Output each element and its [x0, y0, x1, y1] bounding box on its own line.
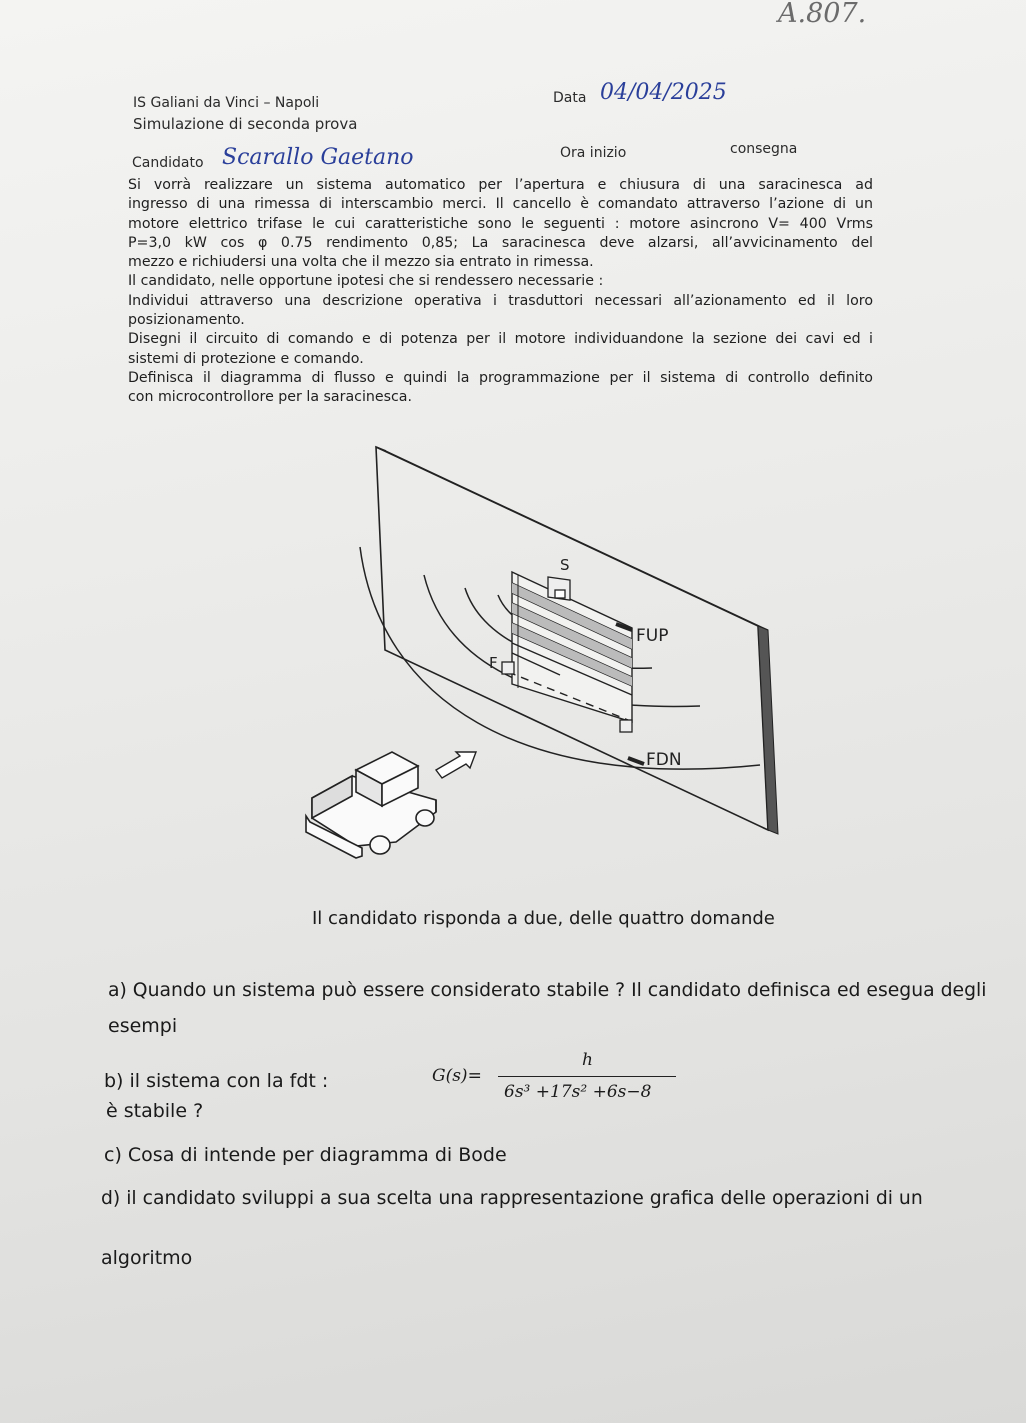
- label-f: F: [489, 654, 498, 672]
- question-d-continued: algoritmo: [101, 1247, 193, 1269]
- question-a: a) Quando un sistema può essere considerato stabile ? Il candidato definisca ed esegua degli: [108, 980, 987, 1001]
- assignment-line: sistemi di protezione e comando.: [128, 350, 364, 367]
- photocell-f: [502, 662, 514, 674]
- direction-arrow: [436, 752, 476, 778]
- question-b: b) il sistema con la fdt :: [104, 1070, 329, 1092]
- corner-handwritten-mark: A.807.: [778, 0, 867, 29]
- assignment-line: Disegni il circuito di comando e di potenza per il motore individuandone la sezione dei cavi ed i: [128, 331, 873, 348]
- questions-intro: Il candidato risponda a due, delle quattro domande: [312, 908, 775, 929]
- shutter-door: [512, 572, 632, 722]
- assignment-line: con microcontrollore per la saracinesca.: [128, 389, 412, 406]
- exam-subtitle: Simulazione di seconda prova: [133, 115, 358, 133]
- sensor-s: [548, 577, 570, 600]
- photocell-lower: [620, 720, 632, 732]
- question-d: d) il candidato sviluppi a sua scelta una rappresentazione grafica delle operazioni di un: [101, 1188, 923, 1209]
- formula-lhs: G(s)=: [432, 1066, 482, 1086]
- forklift-vehicle: [306, 752, 436, 858]
- formula-numerator: h: [582, 1050, 593, 1070]
- fraction-bar: [498, 1076, 676, 1077]
- assignment-line: Si vorrà realizzare un sistema automatico per l’apertura e chiusura di una saracinesca ad: [128, 177, 873, 193]
- formula-denominator: 6s³ +17s² +6s−8: [504, 1082, 652, 1102]
- date-value-handwritten: 04/04/2025: [600, 80, 727, 105]
- candidate-name-handwritten: Scarallo Gaetano: [222, 145, 414, 170]
- date-label: Data: [553, 90, 587, 106]
- question-b-continued: è stabile ?: [106, 1100, 204, 1122]
- assignment-line: P=3,0 kW cos φ 0.75 rendimento 0,85; La saracinesca deve alzarsi, all’avvicinamento del: [128, 234, 873, 251]
- question-a-continued: esempi: [108, 1015, 178, 1037]
- assignment-line: Individui attraverso una descrizione operativa i trasduttori necessari all’azionamento ed il loro: [128, 292, 873, 309]
- assignment-line: posizionamento.: [128, 312, 245, 329]
- label-fup: FUP: [636, 626, 669, 646]
- school-name: IS Galiani da Vinci – Napoli: [133, 95, 320, 111]
- assignment-line: motore elettrico trifase le cui caratteristiche sono le seguenti : motore asincrono V= 400 Vrms: [128, 215, 873, 232]
- wall-thickness: [758, 626, 778, 834]
- assignment-line: Definisca il diagramma di flusso e quindi la programmazione per il sistema di controllo definito: [128, 369, 873, 386]
- fdn-switch: [628, 758, 644, 764]
- label-s: S: [560, 556, 570, 574]
- candidate-label: Candidato: [132, 155, 204, 171]
- question-c: c) Cosa di intende per diagramma di Bode: [104, 1144, 507, 1166]
- label-fdn: FDN: [646, 750, 682, 770]
- assignment-line: ingresso di una rimessa di interscambio merci. Il cancello è comandato attraverso l’azione di un: [128, 196, 873, 213]
- assignment-line: mezzo e richiudersi una volta che il mezzo sia entrato in rimessa.: [128, 254, 594, 271]
- delivery-label: consegna: [730, 141, 798, 157]
- assignment-line: Il candidato, nelle opportune ipotesi che si rendessero necessarie :: [128, 273, 604, 290]
- start-time-label: Ora inizio: [560, 145, 627, 161]
